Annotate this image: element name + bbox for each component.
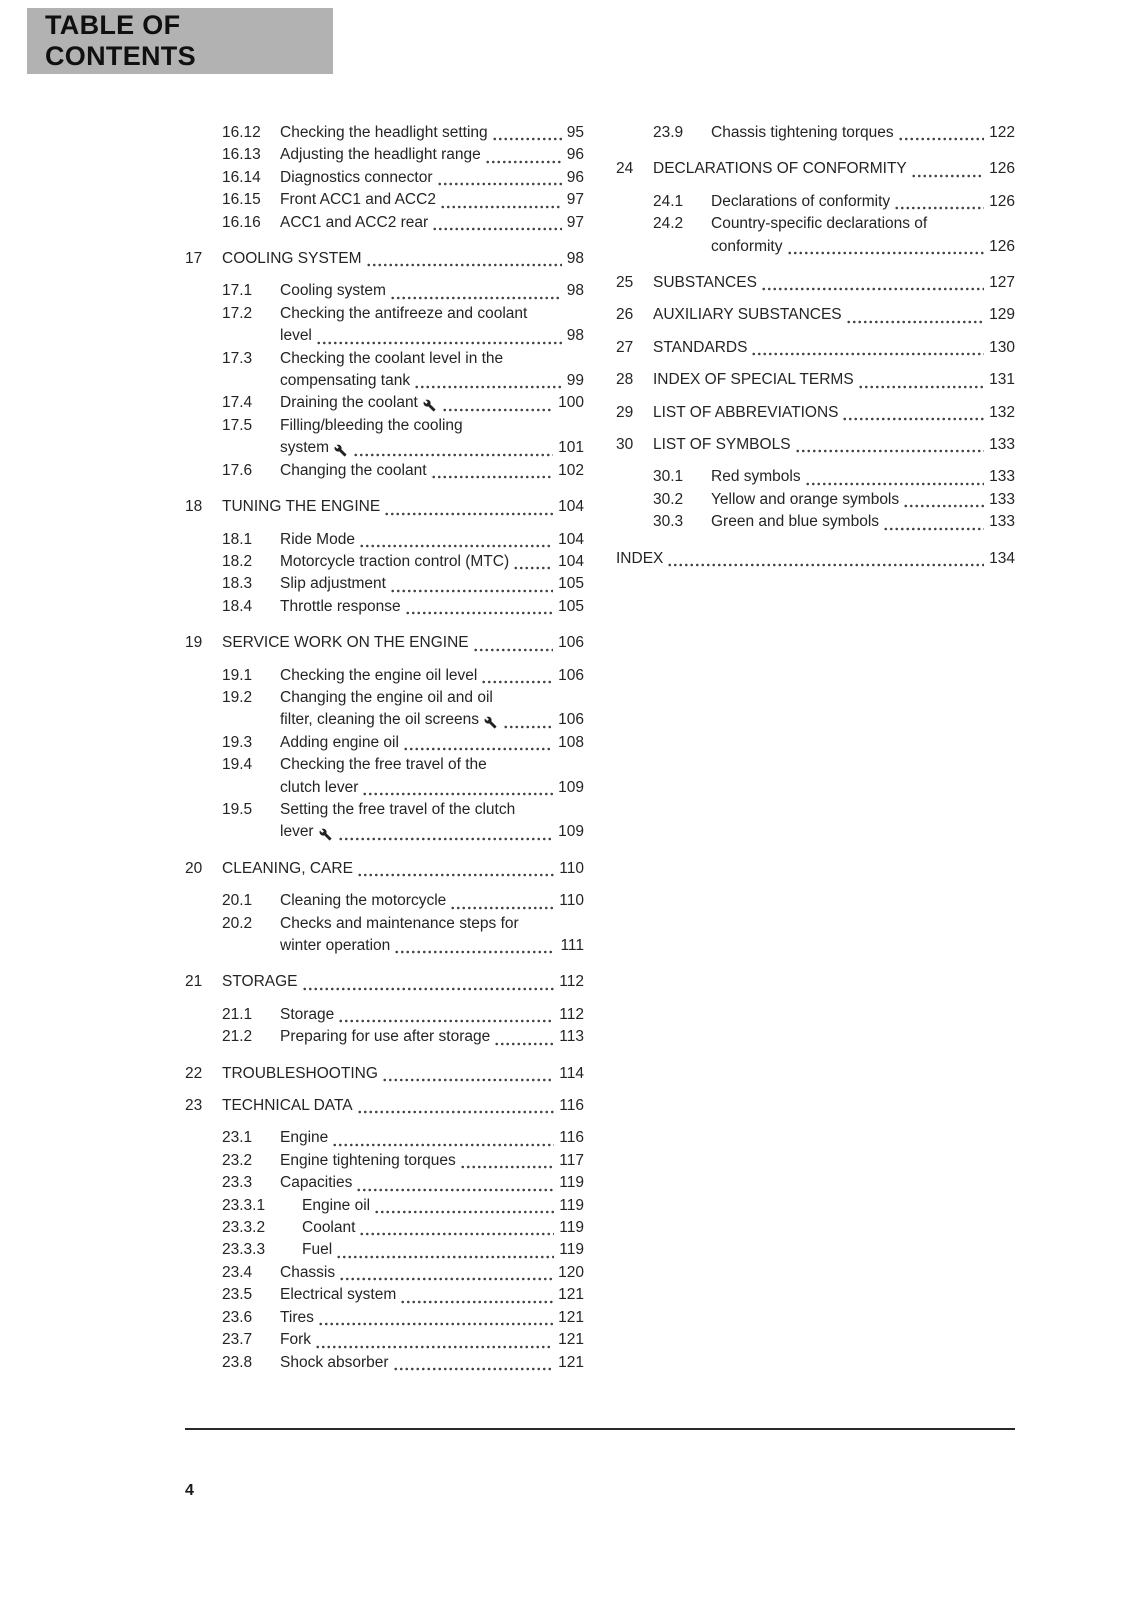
entry-page-number: 134 — [989, 549, 1015, 567]
entry-title: Checking the engine oil level — [280, 666, 478, 684]
toc-entry — [185, 1217, 584, 1239]
dot-leader — [339, 1277, 553, 1281]
entry-number: 21 — [185, 973, 203, 991]
entry-number: 19 — [185, 634, 203, 652]
toc-column-2 — [616, 122, 1015, 1374]
toc-entry — [185, 248, 584, 270]
dot-leader — [473, 648, 554, 652]
entry-page-number: 119 — [559, 1196, 584, 1214]
entry-page-number: 101 — [558, 439, 584, 457]
entry-page-number: 121 — [558, 1286, 584, 1304]
entry-number: 20.1 — [222, 892, 253, 910]
entry-title: Country-specific declarations of — [711, 215, 928, 233]
entry-page-number: 108 — [558, 733, 584, 751]
dot-leader — [761, 287, 984, 291]
entry-page-number: 126 — [989, 192, 1015, 210]
entry-number: 19.2 — [222, 688, 253, 706]
entry-page-number: 133 — [989, 513, 1015, 531]
toc-entry — [185, 1239, 584, 1261]
dot-leader — [332, 1143, 554, 1147]
entry-page-number: 130 — [989, 338, 1015, 356]
entry-number: 23.3.1 — [222, 1196, 266, 1214]
entry-page-number: 119 — [559, 1219, 584, 1237]
entry-number: 27 — [616, 338, 634, 356]
dot-leader — [405, 611, 554, 615]
entry-title: Slip adjustment — [280, 575, 386, 593]
dot-leader — [437, 182, 562, 186]
entry-number: 17.2 — [222, 304, 253, 322]
entry-page-number: 126 — [989, 160, 1015, 178]
entry-number: 23.6 — [222, 1308, 253, 1326]
entry-title: SERVICE WORK ON THE ENGINE — [222, 634, 469, 652]
entry-page-number: 121 — [558, 1308, 584, 1326]
entry-number: 23.3.3 — [222, 1241, 266, 1259]
toc-entry — [185, 1195, 584, 1217]
entry-title: Setting the free travel of the clutch — [280, 800, 516, 818]
entry-number: 21.2 — [222, 1028, 253, 1046]
entry-number: 18 — [185, 498, 203, 516]
entry-number: 17 — [185, 250, 203, 268]
entry-page-number: 102 — [558, 461, 584, 479]
entry-title: Checks and maintenance steps for — [280, 914, 519, 932]
entry-page-number: 120 — [558, 1263, 584, 1281]
entry-title: Draining the coolant — [280, 394, 418, 412]
dot-leader — [440, 205, 562, 209]
toc-entry — [616, 369, 1015, 391]
toc-entry — [185, 303, 584, 348]
dot-leader — [359, 1232, 554, 1236]
entry-title: Filling/bleeding the cooling — [280, 416, 463, 434]
entry-title: Motorcycle traction control (MTC) — [280, 552, 510, 570]
entry-page-number: 133 — [989, 436, 1015, 454]
dot-leader — [432, 227, 562, 231]
entry-number: 18.2 — [222, 552, 253, 570]
toc-entry — [185, 1284, 584, 1306]
toc-entry — [185, 1004, 584, 1026]
entry-title: Shock absorber — [280, 1353, 389, 1371]
entry-page-number: 112 — [559, 973, 584, 991]
entry-title: clutch lever — [280, 778, 359, 796]
wrench-icon — [334, 444, 347, 457]
entry-page-number: 112 — [559, 1005, 584, 1023]
entry-page-number: 96 — [566, 146, 584, 164]
toc-entry — [185, 754, 584, 799]
entry-title: Cleaning the motorcycle — [280, 892, 447, 910]
footer-rule — [185, 1428, 1015, 1430]
toc-entry — [185, 392, 584, 414]
dot-leader — [338, 837, 554, 841]
toc-entry — [185, 632, 584, 654]
toc-entry — [616, 272, 1015, 294]
entry-page-number: 110 — [559, 859, 584, 877]
entry-page-number: 100 — [558, 394, 584, 412]
dot-leader — [315, 1345, 553, 1349]
toc-entry — [185, 1095, 584, 1117]
entry-title: STANDARDS — [653, 338, 748, 356]
entry-page-number: 119 — [559, 1241, 584, 1259]
entry-title: system — [280, 439, 330, 457]
entry-title: Storage — [280, 1005, 335, 1023]
toc-entry — [616, 548, 1015, 570]
dot-leader — [390, 589, 553, 593]
dot-leader — [513, 566, 553, 570]
toc-entry — [185, 913, 584, 958]
dot-leader — [357, 1110, 555, 1114]
footer-page-number: 4 — [185, 1482, 194, 1499]
entry-title: SUBSTANCES — [653, 274, 757, 292]
wrench-icon — [423, 399, 436, 412]
entry-number: 23.3 — [222, 1174, 253, 1192]
toc-entry — [185, 858, 584, 880]
entry-title: AUXILIARY SUBSTANCES — [653, 306, 842, 324]
toc-column-1 — [185, 122, 584, 1374]
entry-page-number: 104 — [558, 530, 584, 548]
entry-page-number: 116 — [559, 1129, 584, 1147]
toc-entry — [616, 213, 1015, 258]
dot-leader — [858, 385, 984, 389]
entry-title: Red symbols — [711, 468, 801, 486]
dot-leader — [431, 475, 554, 479]
dot-leader — [353, 453, 553, 457]
entry-title: Yellow and orange symbols — [711, 490, 900, 508]
entry-page-number: 109 — [558, 778, 584, 796]
dot-leader — [384, 512, 553, 516]
toc-entry — [616, 489, 1015, 511]
entry-title: Electrical system — [280, 1286, 397, 1304]
entry-title: Engine tightening torques — [280, 1151, 456, 1169]
entry-title: Adjusting the headlight range — [280, 146, 481, 164]
dot-leader — [318, 1322, 553, 1326]
entry-number: 23.5 — [222, 1286, 253, 1304]
page-title: TABLE OF CONTENTS — [45, 10, 196, 71]
toc-entry — [185, 415, 584, 460]
entry-page-number: 105 — [558, 575, 584, 593]
entry-page-number: 96 — [566, 168, 584, 186]
entry-page-number: 98 — [566, 327, 584, 345]
toc-entry — [185, 1026, 584, 1048]
entry-title: Coolant — [302, 1219, 356, 1237]
entry-title: level — [280, 327, 312, 345]
entry-title: CLEANING, CARE — [222, 859, 353, 877]
entry-number: 30.3 — [653, 513, 684, 531]
entry-number: 25 — [616, 274, 634, 292]
dot-leader — [894, 206, 984, 210]
entry-number: 17.1 — [222, 282, 253, 300]
entry-page-number: 105 — [558, 597, 584, 615]
entry-page-number: 117 — [559, 1151, 584, 1169]
entry-number: 17.5 — [222, 416, 253, 434]
toc-entry — [185, 596, 584, 618]
entry-title: COOLING SYSTEM — [222, 250, 362, 268]
dot-leader — [390, 296, 562, 300]
entry-title: LIST OF SYMBOLS — [653, 436, 791, 454]
entry-number: 16.16 — [222, 213, 261, 231]
entry-number: 20.2 — [222, 914, 253, 932]
entry-page-number: 106 — [558, 711, 584, 729]
dot-leader — [403, 747, 553, 751]
toc-entry — [185, 348, 584, 393]
entry-number: 18.3 — [222, 575, 253, 593]
entry-title: Ride Mode — [280, 530, 355, 548]
entry-number: 23.7 — [222, 1331, 253, 1349]
entry-page-number: 110 — [559, 892, 584, 910]
toc-entry — [185, 1262, 584, 1284]
entry-page-number: 133 — [989, 490, 1015, 508]
dot-leader — [911, 174, 984, 178]
toc-entry — [185, 1172, 584, 1194]
toc-entry — [185, 890, 584, 912]
toc-entry — [185, 529, 584, 551]
dot-leader — [382, 1078, 554, 1082]
entry-number: 19.1 — [222, 666, 253, 684]
entry-number: 21.1 — [222, 1005, 253, 1023]
entry-page-number: 116 — [559, 1097, 584, 1115]
dot-leader — [460, 1165, 554, 1169]
toc-entry — [616, 434, 1015, 456]
dot-leader — [485, 160, 562, 164]
toc-entry — [185, 799, 584, 844]
entry-title: lever — [280, 823, 314, 841]
entry-title: Throttle response — [280, 597, 401, 615]
entry-page-number: 131 — [989, 371, 1015, 389]
entry-title: Front ACC1 and ACC2 — [280, 191, 436, 209]
dot-leader — [846, 320, 984, 324]
toc-entry — [616, 511, 1015, 533]
entry-title: ACC1 and ACC2 rear — [280, 213, 429, 231]
entry-number: 24 — [616, 160, 634, 178]
entry-page-number: 106 — [558, 666, 584, 684]
dot-leader — [442, 408, 553, 412]
entry-number: 23.9 — [653, 124, 684, 141]
entry-title: Fuel — [302, 1241, 333, 1259]
entry-number: 16.15 — [222, 191, 261, 209]
entry-number: 23.8 — [222, 1353, 253, 1371]
toc-entry — [185, 212, 584, 234]
dot-leader — [394, 950, 555, 954]
dot-leader — [414, 385, 562, 389]
toc-entry — [185, 1307, 584, 1329]
dot-leader — [374, 1210, 554, 1214]
wrench-icon — [319, 828, 332, 841]
entry-title: Cooling system — [280, 282, 386, 300]
entry-number: 30.1 — [653, 468, 684, 486]
toc-entry — [185, 1329, 584, 1351]
entry-title: conformity — [711, 237, 783, 255]
toc-entry — [185, 496, 584, 518]
entry-number: 19.4 — [222, 756, 253, 774]
dot-leader — [359, 544, 553, 548]
dot-leader — [795, 449, 985, 453]
toc-entry — [185, 167, 584, 189]
toc-entry — [616, 402, 1015, 424]
entry-page-number: 109 — [558, 823, 584, 841]
entry-title: STORAGE — [222, 973, 298, 991]
dot-leader — [883, 527, 984, 531]
toc-entry — [616, 122, 1015, 144]
dot-leader — [503, 725, 553, 729]
entry-number: 16.14 — [222, 168, 261, 186]
dot-leader — [494, 1042, 554, 1046]
entry-title: Declarations of conformity — [711, 192, 891, 210]
entry-page-number: 113 — [559, 1028, 584, 1046]
toc-entry — [185, 1352, 584, 1374]
entry-page-number: 104 — [558, 552, 584, 570]
entry-title: Preparing for use after storage — [280, 1028, 491, 1046]
entry-page-number: 121 — [558, 1353, 584, 1371]
dot-leader — [356, 1188, 554, 1192]
wrench-icon — [484, 716, 497, 729]
entry-number: 23.3.2 — [222, 1219, 266, 1237]
dot-leader — [366, 263, 562, 267]
entry-number: 30.2 — [653, 490, 684, 508]
entry-page-number: 97 — [566, 191, 584, 209]
entry-page-number: 132 — [989, 403, 1015, 421]
toc-entry — [616, 158, 1015, 180]
toc-entry — [185, 1127, 584, 1149]
toc-entry — [185, 732, 584, 754]
toc-entry — [185, 189, 584, 211]
entry-page-number: 126 — [989, 237, 1015, 255]
toc-entry — [616, 466, 1015, 488]
dot-leader — [338, 1019, 554, 1023]
entry-number: 24.1 — [653, 192, 684, 210]
entry-title: TROUBLESHOOTING — [222, 1064, 378, 1082]
entry-number: 20 — [185, 859, 203, 877]
entry-page-number: 98 — [566, 250, 584, 268]
entry-title: Fork — [280, 1331, 311, 1349]
entry-number: 16.13 — [222, 146, 261, 164]
entry-page-number: 121 — [558, 1331, 584, 1349]
dot-leader — [481, 680, 553, 684]
entry-title: Green and blue symbols — [711, 513, 880, 531]
toc-entry — [185, 1150, 584, 1172]
entry-title: Chassis — [280, 1263, 336, 1281]
entry-title: Engine oil — [302, 1196, 371, 1214]
entry-page-number: 99 — [566, 372, 584, 390]
entry-page-number: 98 — [566, 282, 584, 300]
entry-page-number: 129 — [989, 306, 1015, 324]
entry-title: TECHNICAL DATA — [222, 1097, 353, 1115]
entry-page-number: 119 — [559, 1174, 584, 1192]
toc-entry — [185, 122, 584, 144]
entry-title: LIST OF ABBREVIATIONS — [653, 403, 839, 421]
entry-title: INDEX — [616, 549, 664, 567]
entry-title: Capacities — [280, 1174, 353, 1192]
toc-entry — [616, 337, 1015, 359]
entry-page-number: 106 — [558, 634, 584, 652]
entry-number: 26 — [616, 306, 634, 324]
entry-title: Adding engine oil — [280, 733, 399, 751]
toc-entry — [616, 304, 1015, 326]
toc-entry — [185, 971, 584, 993]
toc-entry — [185, 144, 584, 166]
toc-entry — [185, 1063, 584, 1085]
entry-number: 18.4 — [222, 597, 253, 615]
dot-leader — [805, 482, 985, 486]
entry-page-number: 114 — [559, 1064, 584, 1082]
entry-number: 29 — [616, 403, 634, 421]
dot-leader — [400, 1300, 553, 1304]
toc-entry — [185, 280, 584, 302]
entry-title: Engine — [280, 1129, 329, 1147]
dot-leader — [393, 1367, 554, 1371]
entry-title: winter operation — [280, 937, 391, 954]
entry-title: compensating tank — [280, 372, 411, 390]
entry-page-number: 127 — [989, 274, 1015, 292]
toc-entry — [185, 551, 584, 573]
entry-number: 19.3 — [222, 733, 253, 751]
entry-page-number: 104 — [558, 498, 584, 516]
toc-entry — [616, 191, 1015, 213]
entry-page-number: 97 — [566, 213, 584, 231]
dot-leader — [903, 504, 984, 508]
table-of-contents — [185, 122, 1015, 1374]
entry-title: Changing the coolant — [280, 461, 427, 479]
entry-number: 23 — [185, 1097, 203, 1115]
dot-leader — [842, 417, 984, 421]
dot-leader — [336, 1255, 554, 1259]
entry-title: Checking the free travel of the — [280, 756, 487, 774]
entry-title: Checking the coolant level in the — [280, 349, 504, 367]
dot-leader — [898, 137, 984, 141]
entry-title: DECLARATIONS OF CONFORMITY — [653, 160, 907, 178]
dot-leader — [357, 873, 554, 877]
dot-leader — [450, 906, 554, 910]
entry-number: 23.4 — [222, 1263, 253, 1281]
entry-number: 22 — [185, 1064, 203, 1082]
entry-number: 17.4 — [222, 394, 253, 412]
dot-leader — [362, 792, 553, 796]
entry-number: 16.12 — [222, 124, 261, 141]
entry-number: 18.1 — [222, 530, 253, 548]
entry-number: 28 — [616, 371, 634, 389]
entry-page-number: 122 — [989, 124, 1015, 141]
dot-leader — [302, 987, 555, 991]
entry-number: 17.3 — [222, 349, 253, 367]
entry-page-number: 133 — [989, 468, 1015, 486]
entry-title: Checking the headlight setting — [280, 124, 488, 141]
entry-number: 17.6 — [222, 461, 253, 479]
entry-title: Changing the engine oil and oil — [280, 688, 493, 706]
entry-page-number: 111 — [560, 937, 584, 954]
dot-leader — [492, 137, 562, 141]
entry-page-number: 95 — [566, 124, 584, 141]
toc-entry — [185, 665, 584, 687]
toc-entry — [185, 573, 584, 595]
entry-number: 30 — [616, 436, 634, 454]
page-header — [27, 8, 333, 74]
dot-leader — [667, 563, 984, 567]
entry-title: INDEX OF SPECIAL TERMS — [653, 371, 854, 389]
entry-title: Tires — [280, 1308, 314, 1326]
dot-leader — [751, 352, 984, 356]
entry-number: 23.1 — [222, 1129, 253, 1147]
toc-entry — [185, 687, 584, 732]
entry-number: 23.2 — [222, 1151, 253, 1169]
entry-title: Diagnostics connector — [280, 168, 433, 186]
entry-title: filter, cleaning the oil screens — [280, 711, 480, 729]
entry-number: 19.5 — [222, 800, 253, 818]
entry-title: Chassis tightening torques — [711, 124, 894, 141]
entry-title: Checking the antifreeze and coolant — [280, 304, 528, 322]
entry-title: TUNING THE ENGINE — [222, 498, 381, 516]
dot-leader — [787, 251, 985, 255]
entry-number: 24.2 — [653, 215, 684, 233]
toc-entry — [185, 460, 584, 482]
dot-leader — [316, 341, 562, 345]
